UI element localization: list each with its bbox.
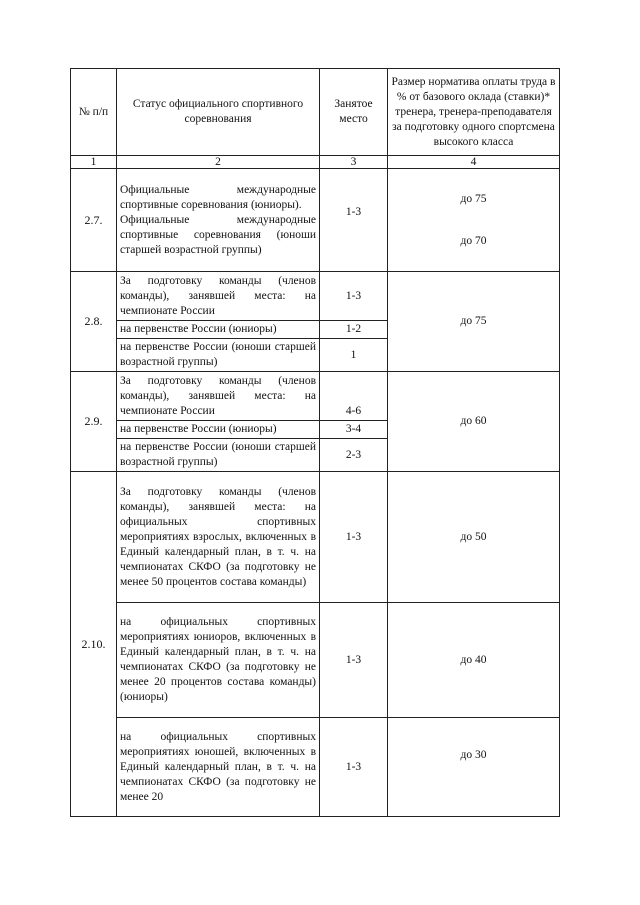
- status-text: Официальные международные спортивные соревнования (юниоры).: [120, 183, 316, 211]
- place-cell: 2-3: [320, 439, 388, 472]
- place-cell: 4-6: [320, 372, 388, 421]
- place-cell: 1-2: [320, 321, 388, 339]
- status-text: За подготовку команды (членов команды), занявшей места: на чемпионате России: [117, 272, 320, 321]
- value-cell: до 60: [388, 372, 560, 472]
- column-number: 3: [320, 156, 388, 169]
- table-row: [71, 603, 560, 718]
- status-text: на официальных спортивных мероприятиях юношей, включенных в Единый календарный план, в т. ч. на чемпионатах СКФО (за подготовку не менее 20: [117, 718, 320, 817]
- place-cell: 1-3: [320, 169, 388, 272]
- column-number: 2: [117, 156, 320, 169]
- value-cell: до 30: [388, 718, 560, 817]
- row-number: 2.8.: [71, 272, 117, 372]
- row-number: 2.7.: [71, 169, 117, 272]
- status-text: на официальных спортивных мероприятиях юниоров, включенных в Единый календарный план, в т. ч. на чемпионатах СКФО (за подготовку не менее 20 процентов состава команды) (юниоры): [117, 603, 320, 718]
- status-text: Официальные международные спортивные соревнования (юноши старшей возрастной группы): [120, 213, 316, 256]
- header-place: Занятое место: [320, 69, 388, 156]
- place-cell: 1-3: [320, 272, 388, 321]
- row-number: 2.9.: [71, 372, 117, 472]
- norm-value: до 70: [460, 234, 487, 247]
- header-norm-size: Размер норматива оплаты труда в % от базового оклада (ставки)* тренера, тренера-преподавателя за подготовку одного спортсмена высокого класса: [388, 69, 560, 156]
- value-cell: до 40: [388, 603, 560, 718]
- table-row: [71, 372, 560, 421]
- column-numbers-row: [71, 156, 560, 169]
- value-cell: до 75: [388, 272, 560, 372]
- column-number: 1: [71, 156, 117, 169]
- table-row: [71, 169, 560, 272]
- table-row: [71, 718, 560, 817]
- status-text: на первенстве России (юноши старшей возрастной группы): [117, 339, 320, 372]
- norm-value: до 75: [460, 192, 487, 205]
- table-row: [71, 272, 560, 321]
- header-number: № п/п: [71, 69, 117, 156]
- place-cell: 1-3: [320, 472, 388, 603]
- status-text: За подготовку команды (членов команды), занявшей места: на чемпионате России: [117, 372, 320, 421]
- status-text: на первенстве России (юниоры): [117, 421, 320, 439]
- status-cell: [117, 169, 320, 272]
- status-text: на первенстве России (юниоры): [117, 321, 320, 339]
- place-cell: 3-4: [320, 421, 388, 439]
- place-cell: 1: [320, 339, 388, 372]
- value-cell: [388, 169, 560, 272]
- place-cell: 1-3: [320, 603, 388, 718]
- header-status: Статус официального спортивного соревнования: [117, 69, 320, 156]
- norms-table: [70, 68, 560, 817]
- status-text: За подготовку команды (членов команды), занявшей места: на официальных спортивных мероприятиях взрослых, включенных в Единый календарный план, в т. ч. на чемпионатах СКФО (за подготовку не менее 50 процентов состава команды): [117, 472, 320, 603]
- value-cell: до 50: [388, 472, 560, 603]
- row-number: 2.10.: [71, 472, 117, 817]
- table-header-row: [71, 69, 560, 156]
- column-number: 4: [388, 156, 560, 169]
- status-text: на первенстве России (юноши старшей возрастной группы): [117, 439, 320, 472]
- place-cell: 1-3: [320, 718, 388, 817]
- table-row: [71, 472, 560, 603]
